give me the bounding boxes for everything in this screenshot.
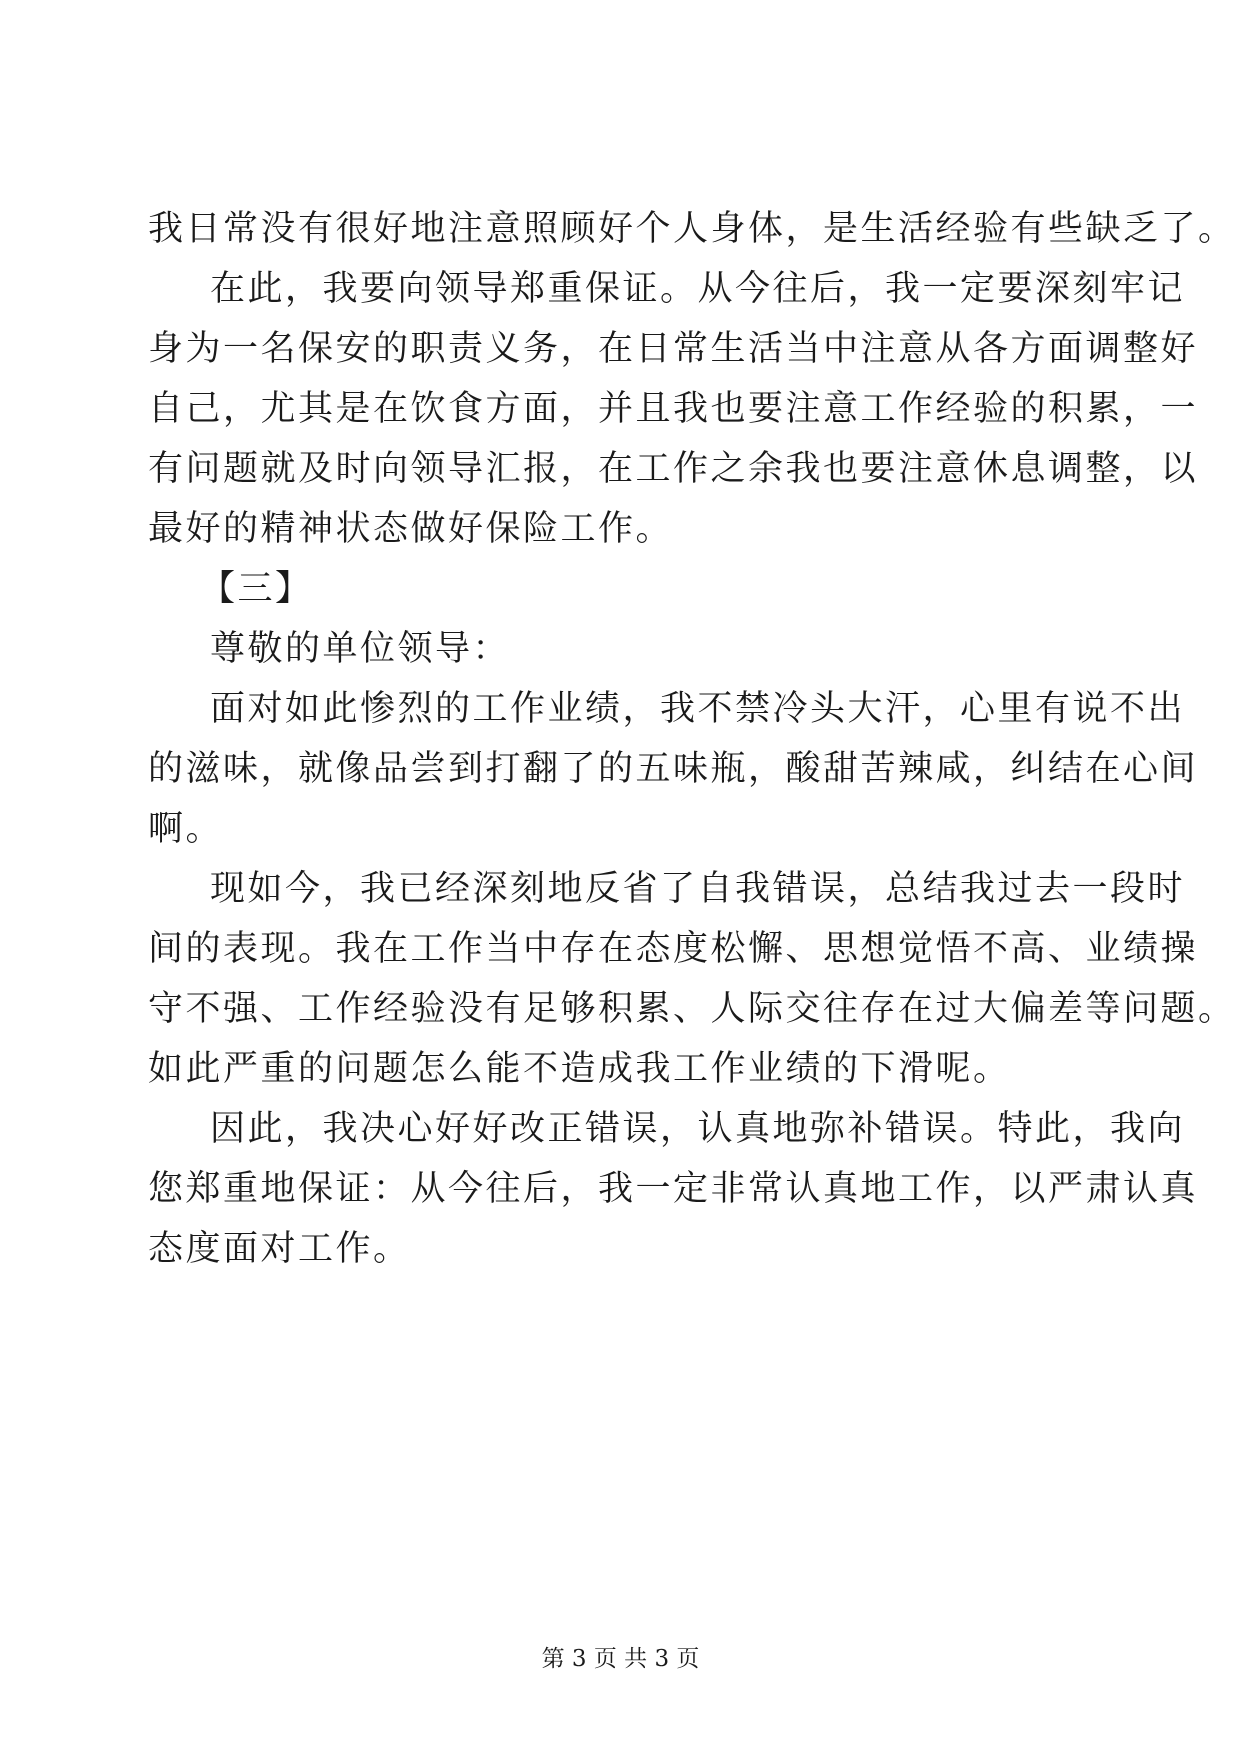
text-line: 守不强、工作经验没有足够积累、人际交往存在过大偏差等问题。 [148,989,1236,1029]
text-line: 我日常没有很好地注意照顾好个人身体，是生活经验有些缺乏了。 [148,209,1236,249]
salutation: 尊敬的单位领导： [210,629,511,669]
text-line: 如此严重的问题怎么能不造成我工作业绩的下滑呢。 [148,1049,1011,1089]
text-line: 现如今，我已经深刻地反省了自我错误，总结我过去一段时 [210,869,1186,909]
text-line: 间的表现。我在工作当中存在态度松懈、思想觉悟不高、业绩操 [148,929,1199,969]
text-line: 的滋味，就像品尝到打翻了的五味瓶，酸甜苦辣咸，纠结在心间 [148,749,1199,789]
text-line: 因此，我决心好好改正错误，认真地弥补错误。特此，我向 [210,1109,1186,1149]
text-line: 面对如此惨烈的工作业绩，我不禁冷头大汗，心里有说不出 [210,689,1186,729]
page-number-footer: 第 3 页 共 3 页 [541,1646,700,1672]
text-line: 在此，我要向领导郑重保证。从今往后，我一定要深刻牢记 [210,269,1186,309]
text-line: 有问题就及时向领导汇报，在工作之余我也要注意休息调整，以 [148,449,1199,489]
text-line: 啊。 [148,809,224,849]
text-line: 最好的精神状态做好保险工作。 [148,509,674,549]
text-line: 态度面对工作。 [148,1229,411,1269]
section-heading: 【三】 [200,569,313,609]
text-line: 您郑重地保证：从今往后，我一定非常认真地工作，以严肃认真 [148,1169,1199,1209]
text-line: 自己，尤其是在饮食方面，并且我也要注意工作经验的积累，一 [148,389,1199,429]
text-line: 身为一名保安的职责义务，在日常生活当中注意从各方面调整好 [148,329,1199,369]
